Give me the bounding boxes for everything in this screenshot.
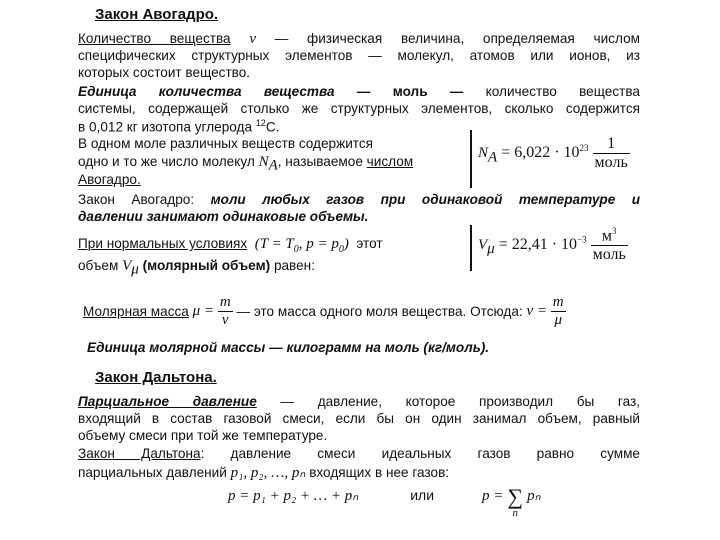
molar-mass-term: Молярная масса: [83, 304, 189, 319]
molar-volume-term: (молярный объем): [142, 258, 271, 273]
vm-symbol: V: [122, 258, 132, 274]
partial-pressures-text: парциальных давлений: [78, 465, 227, 480]
avogadro-number-term: числом: [366, 154, 414, 169]
m3-exponent: 3: [612, 226, 617, 236]
m-over-nu-fraction: [218, 294, 233, 329]
summation: [507, 486, 523, 519]
mole-unit-text: количество вещества: [485, 84, 640, 99]
mole-word: — моль —: [356, 84, 464, 99]
pressure-list: p₁, p₂, …, pₙ: [230, 465, 306, 481]
m-numerator: m: [219, 294, 231, 310]
t0-subscript: 0: [293, 244, 299, 255]
dalton-law-line1: [78, 446, 640, 461]
dalton-heading: Закон Дальтона.: [95, 369, 217, 386]
or-word: или: [410, 487, 435, 503]
gases-text: входящих в нее газов:: [309, 465, 450, 480]
avogadro-law-text: моли любых газов при одинаковой температуре и: [210, 192, 640, 207]
molar-volume-formula: [478, 226, 628, 264]
temperature-condition: (T = T: [254, 236, 294, 252]
amount-definition-line3: которых состоит вещество.: [78, 65, 251, 80]
volume-word: объем: [78, 258, 119, 273]
nu-symbol: ν: [249, 31, 256, 47]
normal-conditions-term: При нормальных условиях: [78, 236, 248, 251]
vm-exponent: −3: [577, 234, 587, 245]
avogadro-heading: Закон Авогадро.: [95, 6, 219, 23]
sigma-symbol: ∑: [507, 484, 524, 509]
na-subscript: A: [268, 157, 278, 174]
per-mole-numerator: 1: [607, 135, 616, 152]
partial-pressure-line1: [78, 394, 640, 409]
isotope-mass-number: 12: [255, 118, 266, 128]
dalton-sum-term: pₙ: [527, 488, 541, 504]
this-word: этот: [356, 236, 383, 251]
na-exponent: 23: [579, 142, 589, 153]
nu-equals: ν =: [526, 303, 547, 319]
m2-numerator: m: [552, 294, 564, 310]
p0-subscript: 0: [338, 244, 344, 255]
vm-lhs-sub: μ: [487, 241, 495, 258]
avogadro-law-line1: [78, 192, 640, 207]
amount-definition-text: — физическая величина, определяемая числом: [274, 31, 640, 46]
normal-conditions-line2: [78, 258, 315, 279]
na-lhs: N: [478, 145, 489, 162]
carbon-isotope-text: в 0,012 кг изотопа углерода: [78, 119, 253, 135]
vm-lhs: V: [478, 236, 488, 253]
formula-divider-vm: [470, 225, 472, 271]
avogadro-law-label: Закон Авогадро:: [78, 192, 195, 207]
mole-unit-line2: системы, содержащей столько же структурных элементов, сколько содержится: [78, 101, 640, 116]
vm-value: = 22,41 · 10: [498, 235, 578, 253]
dalton-formula: [228, 486, 541, 519]
equals-word: равен:: [273, 258, 315, 273]
carbon-symbol: С.: [265, 119, 280, 135]
vm-subscript: μ: [131, 261, 139, 278]
mu-denominator: μ: [551, 311, 566, 329]
partial-pressure-line2: входящий в состав газовой смеси, если бы он один занимал объем, равный: [78, 411, 640, 426]
formula-divider-na: [470, 130, 472, 188]
na-value: = 6,022 · 10: [501, 144, 580, 162]
avogadro-constant-formula: [478, 135, 630, 172]
same-number-text: одно и то же число молекул: [78, 154, 255, 169]
pressure-condition: , p = p: [298, 236, 339, 252]
molar-mass-unit: Единица молярной массы — килограмм на моль (кг/моль).: [87, 340, 490, 355]
partial-pressure-line3: объему смеси при той же температуре.: [78, 428, 328, 443]
normal-conditions-line1: [78, 236, 383, 255]
partial-pressure-term: Парциальное давление: [78, 394, 257, 409]
avogadro-number-line1: В одном моле различных веществ содержится: [78, 136, 374, 151]
partial-pressure-text: — давление, которое производил бы газ,: [280, 394, 641, 409]
m3-per-mole-fraction: [591, 226, 628, 264]
na-lhs-sub: A: [488, 149, 498, 166]
per-mole-fraction: [593, 135, 630, 172]
avogadro-law-line2: давлении занимают одинаковые объемы.: [78, 209, 369, 224]
sigma-index: n: [512, 507, 519, 519]
avogadro-number-line3: Авогадро.: [78, 172, 141, 187]
dalton-sum-expanded: p = p₁ + p₂ + … + pₙ: [228, 488, 359, 504]
per-mole-denominator: моль: [594, 154, 628, 171]
m3-denominator: моль: [592, 246, 626, 264]
m-over-mu-fraction: [551, 294, 566, 329]
dalton-law-term: Закон Дальтона: [78, 446, 201, 461]
molar-mass-text: — это масса одного моля вещества. Отсюда:: [236, 304, 523, 319]
mu-equals: μ =: [192, 303, 215, 319]
mole-unit-term: Единица количества вещества: [78, 84, 335, 99]
m3-numerator: м: [601, 227, 613, 245]
amount-definition-line2: специфических структурных элементов — молекул, атомов или ионов, из: [78, 48, 640, 63]
mole-unit-line3: [78, 118, 279, 135]
condition-close: ): [343, 236, 349, 252]
amount-definition-line1: [78, 31, 640, 48]
molar-mass-line: [83, 294, 566, 329]
called-text: , называемое: [277, 154, 363, 169]
dalton-law-text: : давление смеси идеальных газов равно сумме: [200, 446, 640, 461]
dalton-p-equals: p =: [482, 488, 504, 504]
amount-term: Количество вещества: [78, 31, 231, 46]
nu-denominator: ν: [218, 311, 233, 329]
mole-unit-line1: [78, 84, 640, 99]
na-symbol: N: [258, 154, 269, 170]
dalton-law-line2: [78, 463, 449, 482]
